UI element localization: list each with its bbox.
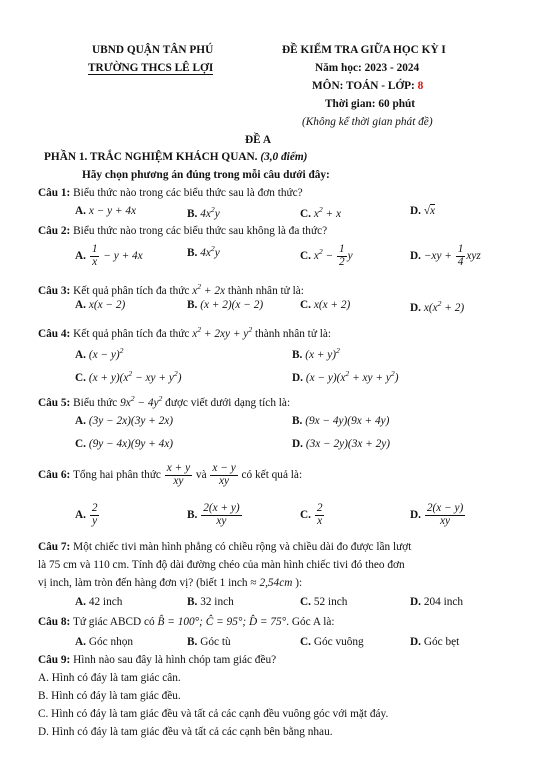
q5-c-expr: (9y − 4x)(9y + 4x) [88,438,174,450]
option-letter: B. [187,299,198,311]
q6-c-fraction [315,503,325,528]
q4-b-exp: 2 [336,346,340,355]
q1-option-c [300,205,341,220]
q4-expr-exp: 2 [197,325,202,334]
q7-line3-post: ): [292,577,303,589]
q5-text-post: được viết dưới dạng tích là: [162,396,291,409]
q4-c-exp2: 2 [173,369,178,378]
numerator: x + y [166,462,191,474]
q9-stem [38,654,276,666]
numerator: x − y [212,462,236,474]
option-letter: D. [292,438,303,450]
q8-b-text: Góc tù [200,636,231,648]
option-letter: D. [410,205,421,217]
q3-d-tail: + 2) [441,301,465,314]
q4-d-expr: (x − y)(x [305,371,346,384]
q5-b-expr: (9x − 4y)(9x + 4y) [305,415,390,427]
q6-label: Câu 6: [38,468,71,481]
q3-text-pre: Kết quả phân tích đa thức [70,284,193,297]
header-district: UBND QUẬN TÂN PHÚ [92,44,214,56]
q2-option-a [75,244,143,269]
q9-option-a: A. Hình có đáy là tam giác cân. [38,672,181,684]
q5-expr: 9x [120,396,131,409]
q7-stem-line1 [38,541,411,553]
numerator: 1 [91,243,98,255]
option-letter: D. [410,301,421,314]
q2-c-fraction [337,244,347,269]
denominator: 4 [457,255,464,268]
q8-option-b [187,636,231,648]
q6-option-a [75,503,100,528]
q2-stem [38,225,327,237]
q8-a-text: Góc nhọn [88,636,134,648]
q4-expr-mid: + 2xy + y [201,327,249,340]
q7-stem-line2: là 75 cm và 110 cm. Tính độ dài đường chéo của màn hình chiếc tivi đó theo đơn [38,559,405,571]
q1-c-expr: x [313,207,319,220]
option-letter: D. [410,249,421,262]
q1-option-d [410,205,435,217]
option-letter: B. [292,415,303,427]
q1-option-a [75,205,136,217]
q6-option-d [410,503,466,528]
q2-b-tail: y [214,246,220,259]
option-letter: B. [187,207,198,220]
q2-d-fraction [456,244,466,269]
option-letter: C. [300,508,311,521]
q4-stem [38,325,331,340]
q5-option-d [292,438,390,450]
q8-c-text: Góc vuông [313,636,364,648]
option-letter: C. [300,299,311,311]
option-letter: A. [75,508,86,521]
q6-and: và [193,468,210,481]
q3-text-post: thành nhân tử là: [225,284,304,297]
option-letter: A. [75,636,86,648]
denominator: x [317,514,323,527]
q2-c-mid: − [322,249,336,262]
q9-option-b: B. Hình có đáy là tam giác đều. [38,690,181,702]
header-note: (Không kể thời gian phát đề) [302,116,433,128]
q1-b-exp: 2 [210,205,215,214]
q7-stem-line3 [38,577,302,589]
q6-option-c [300,503,325,528]
q2-c-expr: x [313,249,319,262]
q3-expr-tail: + 2x [201,284,226,297]
q7-c-text: 52 inch [313,596,348,608]
q4-d-mid: + xy + y [349,371,391,384]
q2-d-expr: −xy + [423,249,455,262]
q6-d-fraction [425,503,465,528]
q3-d-exp: 2 [437,299,442,308]
numerator: 2(x + y) [203,502,240,514]
q5-stem [38,394,290,409]
part1-title-text: PHẦN 1. TRẮC NGHIỆM KHÁCH QUAN. [44,151,258,163]
q6-b-fraction [201,503,241,528]
q6-text-post: có kết quả là: [238,468,303,481]
q4-d-tail: ) [394,371,399,384]
q2-label: Câu 2: [38,225,71,237]
denominator: xy [173,474,184,487]
q2-c-exp: 2 [318,247,323,257]
denominator: 2 [338,255,345,268]
numerator: 1 [338,243,345,255]
q1-d-expr: x [430,205,436,217]
q3-expr-exp: 2 [197,282,202,291]
q3-stem [38,282,304,297]
numerator: 2(x − y) [426,502,464,514]
q9-label: Câu 9: [38,654,71,666]
denominator: x [92,255,98,268]
sqrt-symbol: √ [423,205,431,217]
q4-text-post: thành nhân tử là: [252,327,332,340]
option-letter: D. [410,596,421,608]
q6-text-pre: Tổng hai phân thức [70,468,164,481]
q4-c-expr: (x + y)(x [88,371,129,384]
q7-option-c [300,596,347,608]
option-letter: C. [300,249,311,262]
denominator: y [92,514,98,527]
q7-line1: Một chiếc tivi màn hình phẳng có chiều rộng và chiều dài đo được lần lượt [70,541,412,553]
q2-option-d [410,244,481,269]
q4-label: Câu 4: [38,327,71,340]
q8-option-a [75,636,133,648]
q1-c-exp: 2 [318,205,323,214]
q9-text: Hình nào sau đây là hình chóp tam giác đều? [70,654,277,666]
q1-b-tail: y [214,207,220,220]
q1-b-expr: 4x [200,207,211,220]
q4-option-d [292,369,398,384]
option-letter: C. [300,636,311,648]
option-letter: C. [75,438,86,450]
q4-option-c [75,369,181,384]
q2-text: Biểu thức nào trong các biểu thức sau không là đa thức? [70,225,328,237]
q8-option-c [300,636,364,648]
q4-option-b [292,346,340,361]
q9-option-d: D. Hình có đáy là tam giác đều và tất cả các cạnh bên bằng nhau. [38,726,333,738]
q8-option-d [410,636,459,648]
q5-option-a [75,415,173,427]
q5-label: Câu 5: [38,396,71,409]
q3-d-expr: x(x [423,301,438,314]
q9-option-c: C. Hình có đáy là tam giác đều và tất cả các cạnh đều vuông góc với mặt đáy. [38,708,389,720]
q1-option-b [187,205,220,220]
subject-label: MÔN: TOÁN - LỚP: [312,80,418,92]
q2-b-exp: 2 [210,244,215,253]
q7-option-d [410,596,463,608]
q7-a-text: 42 inch [88,596,123,608]
q4-b-expr: (x + y) [305,348,337,361]
q6-fraction-1 [165,463,192,488]
q1-a-expr: x − y + 4x [88,205,137,217]
q7-line3-val: 2,54cm [259,577,293,589]
q4-d-exp: 2 [345,369,350,378]
q2-a-tail: − y + 4x [100,249,143,262]
q5-option-c [75,438,173,450]
q3-option-b [187,299,263,311]
q5-expr-exp: 2 [130,394,135,403]
numerator: 2 [316,502,323,514]
q6-option-b [187,503,243,528]
option-letter: A. [75,596,86,608]
q3-option-a [75,299,125,311]
q5-expr-exp2: 2 [158,394,163,403]
q7-line3-pre: vị inch, làm tròn đến hàng đơn vị? (biết 1 inch ≈ [38,577,260,589]
part1-title [44,151,307,163]
q4-c-tail: ) [177,371,182,384]
numerator: 1 [457,243,464,255]
q1-stem [38,187,303,199]
header-school [88,62,213,74]
option-letter: B. [292,348,303,361]
q7-option-b [187,596,234,608]
numerator: 2 [91,502,98,514]
q2-option-c [300,244,353,269]
q8-d-text: Góc bẹt [423,636,460,648]
option-letter: B. [187,596,198,608]
q4-a-exp: 2 [119,346,124,355]
option-letter: A. [75,299,86,311]
header-exam-title: ĐỀ KIỂM TRA GIỮA HỌC KỲ I [282,44,446,56]
option-letter: B. [187,636,198,648]
option-letter: C. [300,207,311,220]
q5-expr-mid: − 4y [134,396,159,409]
part1-points: (3,0 điểm) [257,151,308,163]
q1-c-tail: + x [322,207,341,220]
part1-instruction: Hãy chọn phương án đúng trong mỗi câu dưới đây: [82,169,330,181]
q3-label: Câu 3: [38,284,71,297]
q4-c-mid: − xy + y [132,371,174,384]
q8-stem [38,616,335,628]
exam-code: ĐỀ A [245,134,272,146]
q8-label: Câu 8: [38,616,71,628]
q4-d-exp2: 2 [390,369,395,378]
q2-a-fraction [90,244,100,269]
q2-d-tail: xyz [466,249,481,262]
q7-b-text: 32 inch [200,596,234,608]
q7-option-a [75,596,122,608]
option-letter: B. [187,246,198,259]
q3-option-c [300,299,350,311]
q8-text-pre: Tứ giác ABCD có [70,616,158,628]
header-subject [312,80,423,92]
option-letter: D. [410,508,421,521]
option-letter: D. [410,636,421,648]
q2-c-tail: y [347,249,353,262]
q8-angles: B̂ = 100°; Ĉ = 95°; D̂ = 75° [157,616,287,628]
denominator: xy [216,514,227,527]
q8-text-post: . Góc A là: [286,616,335,628]
q5-d-expr: (3x − 2y)(3x + 2y) [305,438,391,450]
q5-option-b [292,415,389,427]
option-letter: A. [75,249,86,262]
q5-a-expr: (3y − 2x)(3y + 2x) [88,415,174,427]
option-letter: B. [187,508,198,521]
denominator: xy [219,474,230,487]
q1-label: Câu 1: [38,187,71,199]
option-letter: A. [75,415,86,427]
q4-expr: x [192,327,198,340]
school-name: TRƯỜNG THCS LÊ LỢI [88,62,214,74]
q4-option-a [75,346,123,361]
q4-a-expr: (x − y) [88,348,120,361]
option-letter: A. [75,348,86,361]
header-duration: Thời gian: 60 phút [325,98,416,110]
option-letter: A. [75,205,86,217]
q4-expr-exp2: 2 [248,325,253,334]
q2-b-expr: 4x [200,246,211,259]
q5-text-pre: Biểu thức [70,396,121,409]
denominator: xy [440,514,451,527]
q4-c-exp: 2 [128,369,133,378]
header-school-year: Năm học: 2023 - 2024 [315,62,420,74]
option-letter: C. [75,371,86,384]
q1-text: Biểu thức nào trong các biểu thức sau là đơn thức? [70,187,303,199]
grade-value: 8 [417,80,424,92]
q4-text-pre: Kết quả phân tích đa thức [70,327,193,340]
q2-option-b [187,244,220,259]
option-letter: D. [292,371,303,384]
q6-fraction-2 [210,463,237,488]
q3-option-d [410,299,464,314]
q6-a-fraction [90,503,100,528]
q3-c-expr: x(x + 2) [313,299,351,311]
option-letter: C. [300,596,311,608]
q6-stem [38,463,302,488]
q7-label: Câu 7: [38,541,71,553]
q3-expr: x [192,284,198,297]
q7-d-text: 204 inch [423,596,464,608]
q3-b-expr: (x + 2)(x − 2) [200,299,264,311]
q3-a-expr: x(x − 2) [88,299,126,311]
